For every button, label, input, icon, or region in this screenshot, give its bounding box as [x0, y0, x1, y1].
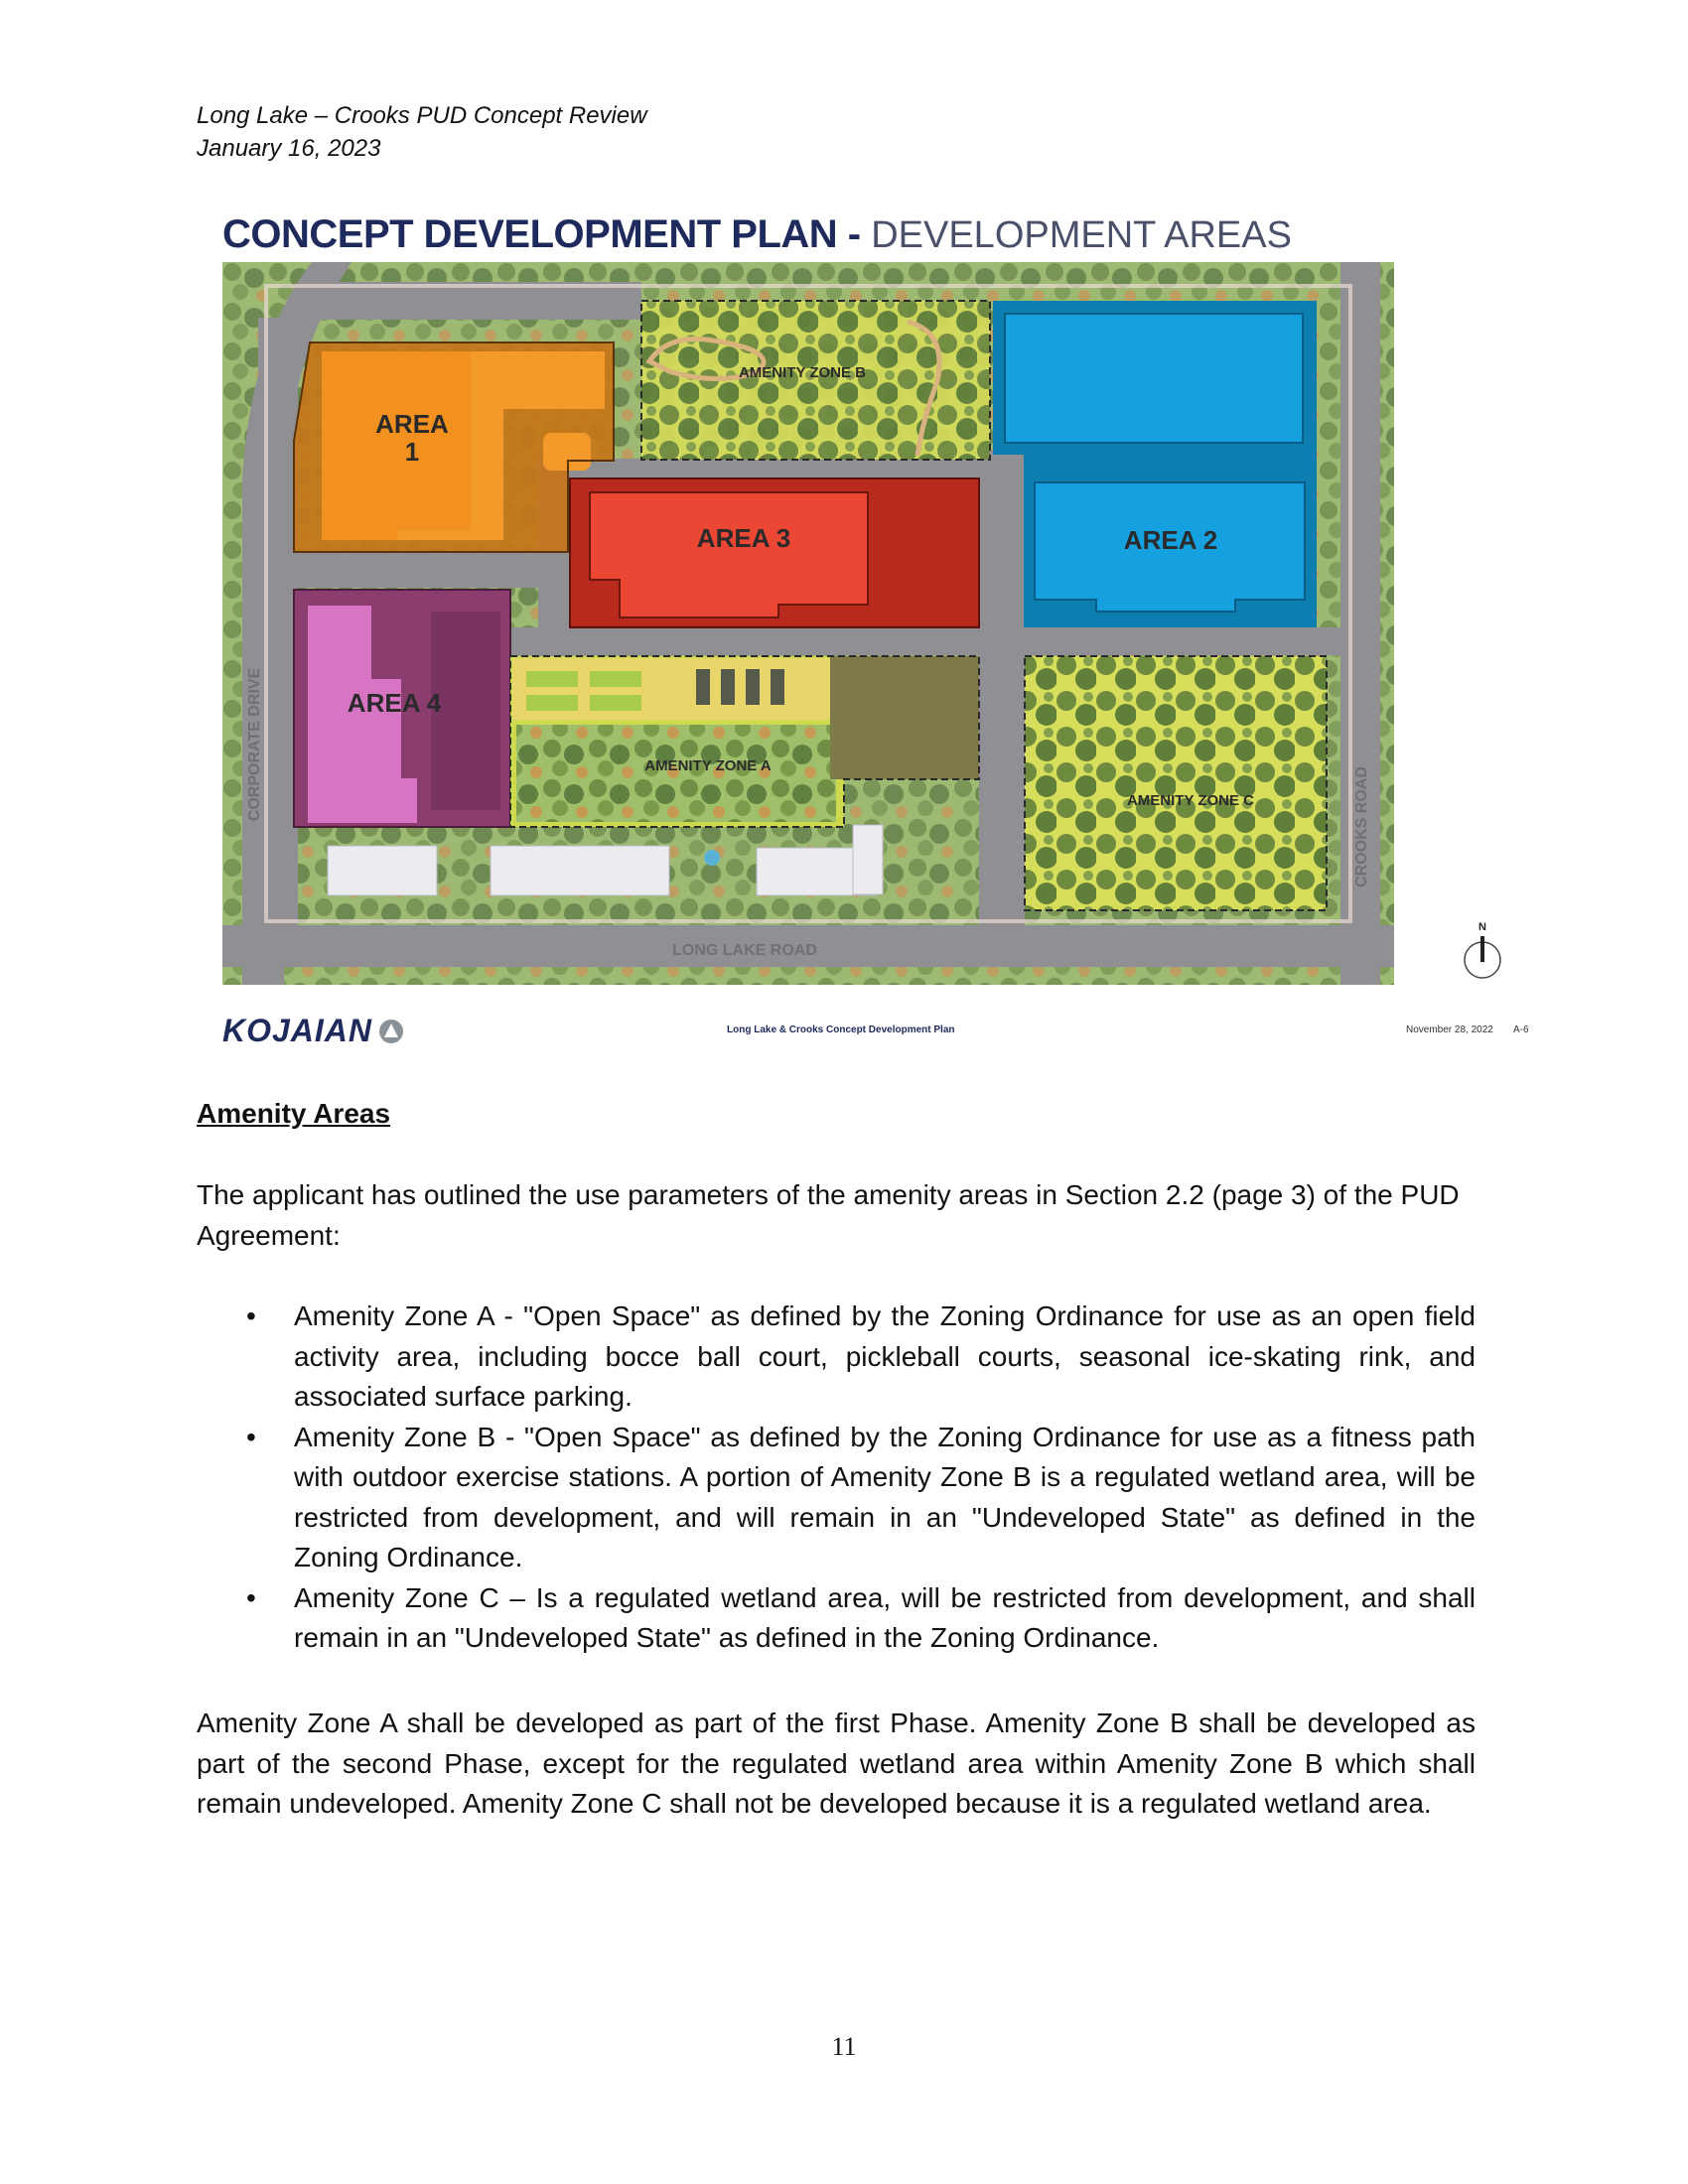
road-center-v: [979, 451, 1025, 927]
list-item: [197, 1578, 1476, 1659]
label-area-1-line1: AREA: [375, 409, 449, 439]
list-item-text: Amenity Zone A - "Open Space" as defined by the Zoning Ordinance for use as an open field activity area, including bocce ball court, pickleball courts, seasonal ice-skating rink, and associated surface parking.: [294, 1300, 1476, 1412]
amenity-a-parking: [830, 656, 979, 779]
label-corporate-drive: CORPORATE DRIVE: [246, 667, 263, 822]
label-area-3: AREA 3: [696, 523, 791, 553]
bullet-icon: •: [246, 1581, 256, 1613]
closing-paragraph: Amenity Zone A shall be developed as part of the first Phase. Amenity Zone B shall be developed as part of the second Phase, except for the regulated wetland area within Amenity Zone B which shall remain undeveloped. Amenity Zone C shall not be developed because it is a regulated wetland area.: [197, 1707, 1476, 1819]
label-area-4: AREA 4: [347, 688, 442, 718]
road-mid-h: [282, 552, 570, 588]
label-crooks-road: CROOKS ROAD: [1353, 766, 1370, 887]
logo-text: KOJAIAN: [222, 1013, 373, 1048]
plan-title-separator: -: [837, 212, 872, 256]
label-area-1-line2: 1: [404, 437, 420, 467]
intro-paragraph: The applicant has outlined the use parameters of the amenity areas in Section 2.2 (page 3) of the PUD Agreement:: [197, 1179, 1460, 1251]
plan-title: [222, 212, 1292, 257]
document-header-date: January 16, 2023: [197, 135, 381, 162]
plan-title-main: CONCEPT DEVELOPMENT PLAN: [222, 212, 838, 256]
plan-title-sub: DEVELOPMENT AREAS: [871, 214, 1292, 256]
plan-footer-date: November 28, 2022: [1406, 1024, 1493, 1035]
plan-footer: [222, 1013, 1533, 1052]
area-1: [294, 342, 614, 552]
list-item-text: Amenity Zone B - "Open Space" as defined by the Zoning Ordinance for use as a fitness path with outdoor exercise stations. A portion of Amenity Zone B is a regulated wetland area, will be restricted from development, and will remain in an "Undeveloped State" as defined in the Zoning Ordinance.: [294, 1421, 1476, 1572]
bullet-icon: •: [246, 1421, 256, 1452]
north-arrow-icon: [1460, 918, 1505, 980]
list-item: [197, 1297, 1476, 1418]
label-amenity-zone-a: AMENITY ZONE A: [644, 757, 772, 774]
plan-sheet-number: A-6: [1513, 1024, 1529, 1035]
kojaian-logo: [222, 1013, 404, 1049]
site-plan-map: [222, 262, 1394, 985]
label-amenity-zone-b: AMENITY ZONE B: [738, 364, 867, 381]
area-2: [993, 301, 1317, 627]
amenity-zone-c: [1025, 656, 1327, 910]
amenity-zone-list: [197, 1297, 1476, 1659]
label-area-2: AREA 2: [1123, 525, 1218, 555]
north-label: N: [1478, 921, 1486, 933]
label-amenity-zone-c: AMENITY ZONE C: [1126, 792, 1255, 809]
page-number: 11: [831, 2032, 857, 2061]
document-header-title: Long Lake – Crooks PUD Concept Review: [197, 102, 647, 129]
section-heading: Amenity Areas: [197, 1098, 391, 1129]
fountain: [704, 850, 720, 866]
label-long-lake-road: LONG LAKE ROAD: [672, 942, 817, 959]
list-item-text: Amenity Zone C – Is a regulated wetland area, will be restricted from development, and shall remain in an "Undeveloped State" as defined in the Zoning Ordinance.: [294, 1581, 1476, 1653]
area-3: [570, 478, 979, 627]
list-item: [197, 1418, 1476, 1578]
logo-mark-icon: [378, 1019, 404, 1044]
plan-footer-title: Long Lake & Crooks Concept Development Plan: [727, 1024, 955, 1035]
bullet-icon: •: [246, 1300, 256, 1331]
road-mid-h2: [457, 627, 1340, 655]
